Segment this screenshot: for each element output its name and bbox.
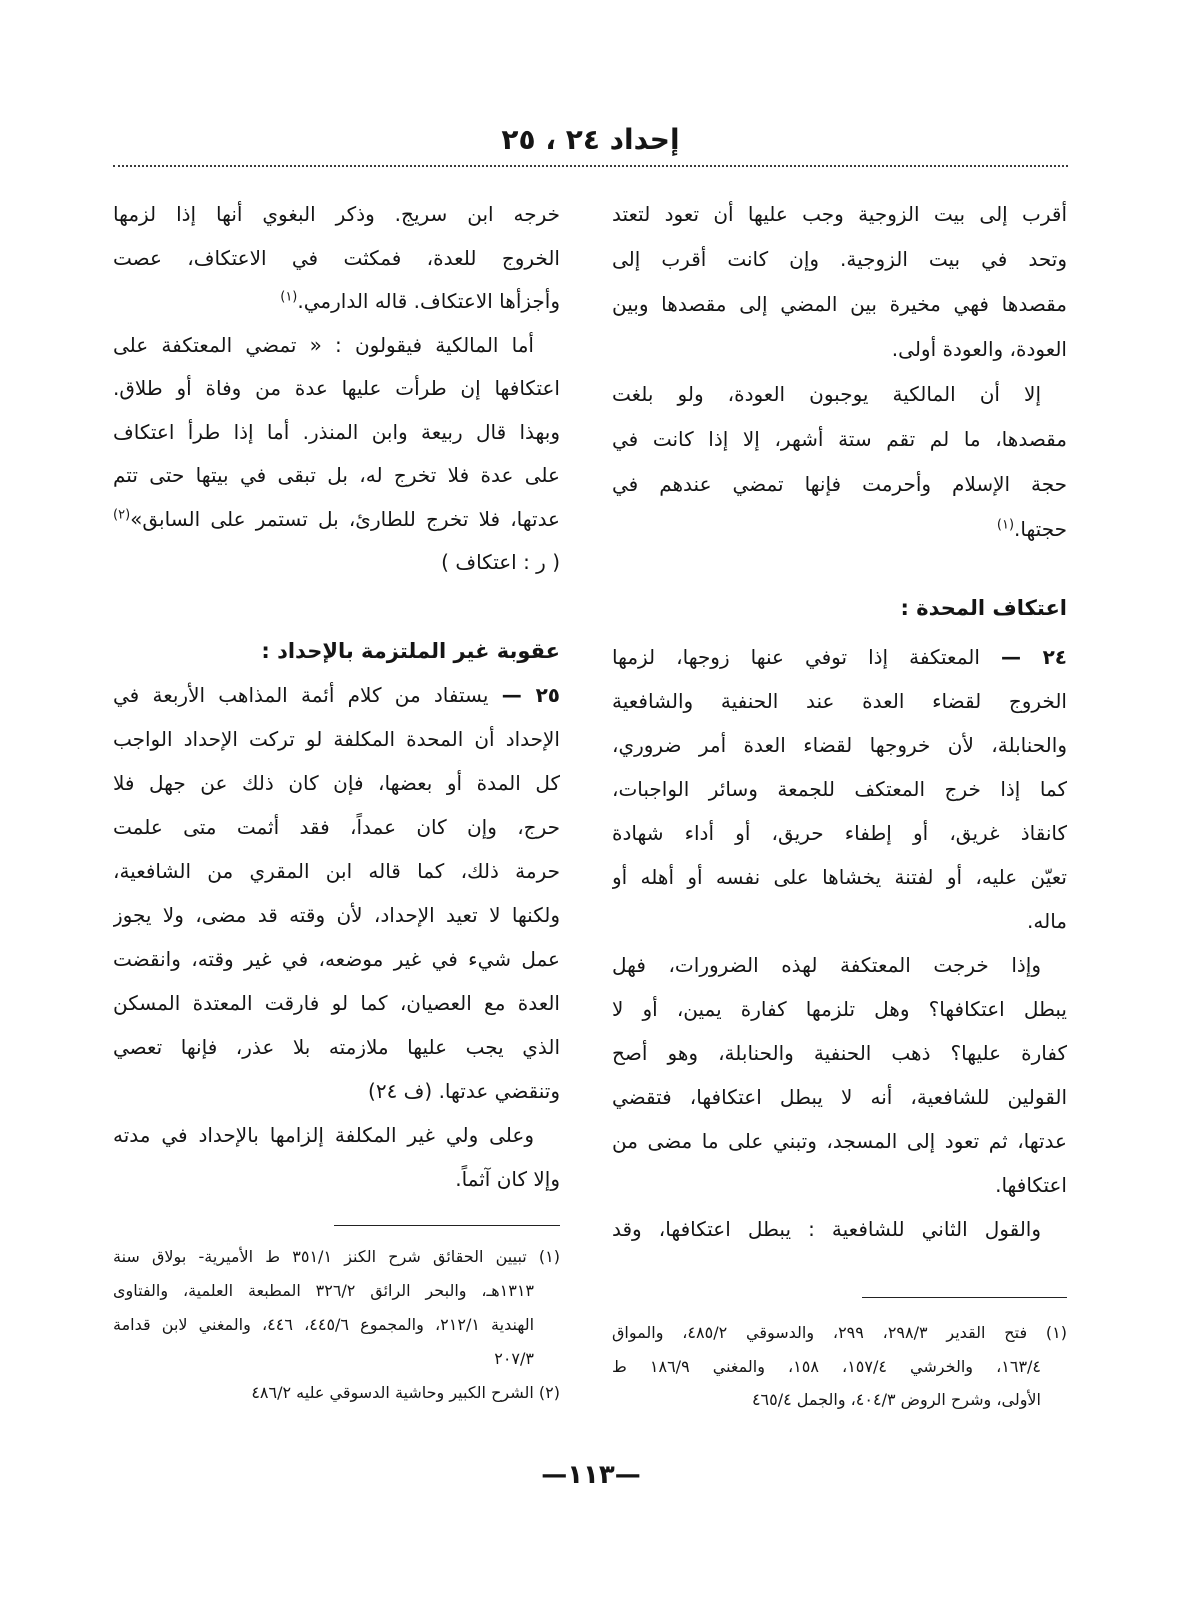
text-line: [612, 635, 1067, 679]
footnote-ref: (٢): [113, 506, 131, 522]
footnote-line: الأولى، وشرح الروض ٤٠٤/٣، والجمل ٤٦٥/٤: [751, 1390, 1041, 1409]
paragraph-number: ٢٥ —: [501, 683, 560, 707]
text-line: القولين للشافعية، أنه لا يبطل اعتكافها، فتقضي: [612, 1085, 1067, 1109]
text-line: حرمة ذلك، كما قاله ابن المقري من الشافعية،: [113, 859, 560, 883]
text-line: والقول الثاني للشافعية : يبطل اعتكافها، وقد: [612, 1217, 1041, 1241]
text-line: كما إذا خرج المعتكف للجمعة وسائر الواجبات،: [612, 777, 1067, 801]
footnote-line: ١٦٣/٤، والخرشي ١٥٧/٤، ١٥٨، والمغني ١٨٦/٩ ط: [612, 1356, 1042, 1376]
text-line: ماله.: [1027, 909, 1067, 933]
text-line: حرج، وإن كان عمداً، فقد أثمت متى علمت: [113, 815, 560, 839]
text-fragment: وأجزأها الاعتكاف. قاله الدارمي.: [297, 289, 560, 313]
text-line: على عدة فلا تخرج له، بل تبقى في بيتها حتى تتم: [113, 463, 560, 487]
page-number: —١١٣—: [541, 1460, 641, 1490]
footnotes: [612, 1316, 1067, 1417]
footnote-line: (١) تبيين الحقائق شرح الكنز ٣٥١/١ ط الأميرية- بولاق سنة: [113, 1247, 560, 1266]
running-header: إحداد ٢٤ ، ٢٥: [501, 123, 680, 156]
paragraph-block: [612, 635, 1067, 1251]
section-heading: اعتكاف المحدة :: [900, 596, 1067, 620]
footnote-line: الهندية ٢١٢/١، والمجموع ٤٤٥/٦، ٤٤٦، والمغني لابن قدامة: [113, 1315, 535, 1334]
text-line: يبطل اعتكافها؟ وهل تلزمها كفارة يمين، أو لا: [612, 997, 1067, 1021]
text-line: العودة، والعودة أولى.: [891, 337, 1067, 361]
footnotes: [113, 1240, 560, 1410]
text-line: تعيّن عليه، أو لفتنة يخشاها على نفسه أو أهله أو: [612, 865, 1067, 889]
paragraph-block: [612, 192, 1067, 552]
text-line: وبهذا قال ربيعة وابن المنذر. أما إذا طرأ اعتكاف: [113, 419, 560, 444]
cross-reference: ( ر : اعتكاف ): [441, 550, 560, 574]
text-line: عمل شيء في غير موضعه، في غير وقته، وانقضت: [113, 947, 560, 971]
text-line: [113, 280, 560, 324]
footnote-line: (١) فتح القدير ٢٩٨/٣، ٢٩٩، والدسوقي ٤٨٥/٢، والمواق: [612, 1323, 1067, 1342]
section-heading: عقوبة غير الملتزمة بالإحداد :: [261, 639, 560, 663]
text-line: أقرب إلى بيت الزوجية وجب عليها أن تعود لتعتد: [612, 202, 1067, 226]
text-line: الذي يجب عليها ملازمته بلا عذر، فإنها تعصي: [113, 1035, 560, 1059]
text-line: والحنابلة، لأن خروجها لقضاء العدة أمر ضروري،: [612, 733, 1067, 757]
text-line: الإحداد أن المحدة المكلفة لو تركت الإحداد الواجب: [113, 727, 560, 751]
text-line: وإلا كان آثماً.: [455, 1167, 560, 1191]
text-line: كل المدة أو بعضها، فإن كان ذلك عن جهل فلا: [113, 771, 560, 795]
footnote-rule: [334, 1225, 560, 1226]
footnote-line: ١٣١٣هـ، والبحر الرائق ٣٢٦/٢ المطبعة العلمية، والفتاوى: [113, 1281, 535, 1300]
text-line: [113, 673, 560, 717]
footnote-line: ٢٠٧/٣: [494, 1349, 534, 1368]
left-column: [113, 0, 560, 1440]
text-line: أما المالكية فيقولون : « تمضي المعتكفة على: [113, 332, 534, 357]
text-line: عدتها، ثم تعود إلى المسجد، وتبني على ما مضى من: [612, 1129, 1067, 1153]
text-line: وإذا خرجت المعتكفة لهذه الضرورات، فهل: [612, 953, 1041, 977]
text-line: وتحد في بيت الزوجية. وإن كانت أقرب إلى: [612, 247, 1067, 271]
text-fragment: حجتها.: [1014, 517, 1067, 541]
text-line: مقصدها، ما لم تقم ستة أشهر، إلا إذا كانت في: [612, 427, 1067, 451]
text-line: إلا أن المالكية يوجبون العودة، ولو بلغت: [612, 382, 1041, 406]
text-line: الخروج للعدة، فمكثت في الاعتكاف، عصت: [113, 245, 560, 270]
paragraph-block: [113, 673, 560, 1201]
text-line: اعتكافها.: [995, 1173, 1067, 1197]
text-line: كانقاذ غريق، أو إطفاء حريق، أو أداء شهادة: [612, 821, 1067, 845]
footnote-line: (٢) الشرح الكبير وحاشية الدسوقي عليه ٤٨٦/٢: [251, 1383, 560, 1402]
text-line: الخروج لقضاء العدة عند الحنفية والشافعية: [612, 689, 1067, 713]
text-line: العدة مع العصيان، كما لو فارقت المعتدة المسكن: [113, 991, 560, 1015]
text-line: مقصدها فهي مخيرة بين المضي إلى مقصدها وبين: [612, 292, 1067, 316]
right-column: [612, 0, 1067, 1440]
text-line: خرجه ابن سريج. وذكر البغوي أنها إذا لزمها: [113, 202, 560, 226]
footnote-ref: (١): [280, 289, 298, 305]
text-fragment: يستفاد من كلام أئمة المذاهب الأربعة في: [113, 683, 489, 707]
text-fragment: عدتها، فلا تخرج للطارئ، بل تستمر على السابق»: [130, 506, 560, 531]
text-fragment: المعتكفة إذا توفي عنها زوجها، لزمها: [612, 645, 980, 669]
text-line: حجة الإسلام وأحرمت فإنها تمضي عندهم في: [612, 472, 1067, 496]
footnote-ref: (١): [996, 517, 1015, 533]
text-line: [113, 498, 560, 542]
text-line: وتنقضي عدتها. (ف ٢٤): [368, 1079, 560, 1103]
paragraph-number: ٢٤ —: [1000, 645, 1067, 669]
text-line: اعتكافها إن طرأت عليها عدة من وفاة أو طلاق.: [113, 376, 560, 400]
footnote-rule: [862, 1297, 1067, 1298]
text-line: كفارة عليها؟ ذهب الحنفية والحنابلة، وهو أصح: [612, 1041, 1067, 1065]
text-line: [612, 507, 1067, 552]
text-line: ولكنها لا تعيد الإحداد، لأن وقته قد مضى، ولا يجوز: [113, 903, 560, 927]
text-line: وعلى ولي غير المكلفة إلزامها بالإحداد في مدته: [113, 1123, 534, 1147]
paragraph-block: [113, 193, 560, 585]
